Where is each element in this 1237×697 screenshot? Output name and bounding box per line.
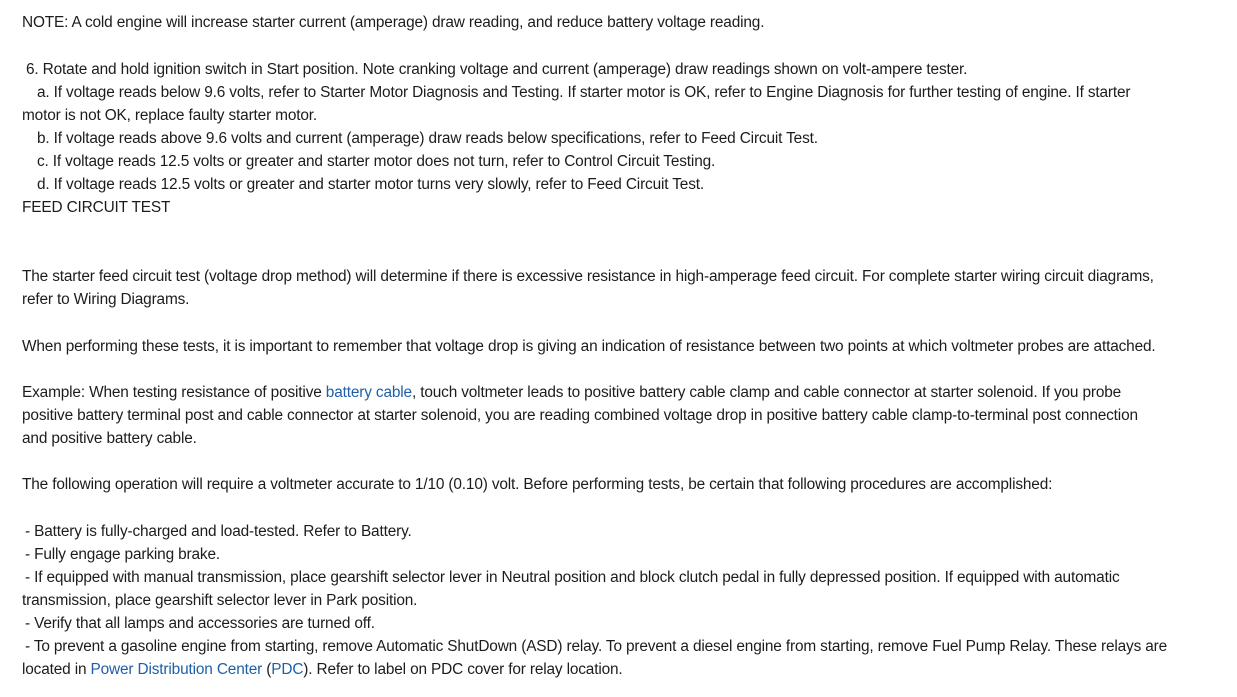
step-6a-text: a. If voltage reads below 9.6 volts, refer to Starter Motor Diagnosis and Testing. If starter motor is OK, refer to Engine Diagnosis for further testing of engine. If starter [37,84,1131,101]
relay-text-start: located in [22,661,91,678]
relay-text-paren: ( [262,661,272,678]
example-text-end: , touch voltmeter leads to positive battery cable clamp and cable connector at starter solenoid. If you probe [411,384,1122,401]
section-heading: FEED CIRCUIT TEST [22,199,171,216]
step-6c-text: c. If voltage reads 12.5 volts or greater and starter motor does not turn, refer to Control Circuit Testing. [37,153,716,170]
battery-cable-link[interactable]: battery cable [325,384,412,401]
example-paragraph-line-3: and positive battery cable. [22,430,197,447]
example-text-start: Example: When testing resistance of positive [22,384,326,401]
pdc-link[interactable]: PDC [271,661,304,678]
step-6b-text: b. If voltage reads above 9.6 volts and current (amperage) draw reads below specifications, refer to Feed Circuit Test. [37,130,818,147]
relay-text-end: ). Refer to label on PDC cover for relay location. [303,661,623,678]
bullet-lamps: - Verify that all lamps and accessories are turned off. [25,615,375,632]
bullet-parking-brake: - Fully engage parking brake. [25,546,220,563]
bullet-transmission: - If equipped with manual transmission, place gearshift selector lever in Neutral position and block clutch pedal in fully depressed position. If equipped with automatic [25,569,1120,586]
step-6-text: 6. Rotate and hold ignition switch in Start position. Note cranking voltage and current (amperage) draw readings shown on volt-ampere tester. [26,61,968,78]
example-paragraph [22,383,1121,403]
following-paragraph: The following operation will require a voltmeter accurate to 1/10 (0.10) volt. Before performing tests, be certain that following procedures are accomplished: [22,476,1053,493]
bullet-relay: - To prevent a gasoline engine from starting, remove Automatic ShutDown (ASD) relay. To prevent a diesel engine from starting, remove Fuel Pump Relay. These relays are [25,638,1168,655]
intro-paragraph-continued: refer to Wiring Diagrams. [22,291,190,308]
bullet-transmission-continued: transmission, place gearshift selector lever in Park position. [22,592,418,609]
example-paragraph-line-2: positive battery terminal post and cable connector at starter solenoid, you are reading combined voltage drop in positive battery cable clamp-to-terminal post connection [22,407,1138,424]
bullet-battery: - Battery is fully-charged and load-tested. Refer to Battery. [25,523,412,540]
power-distribution-center-link[interactable]: Power Distribution Center [90,661,263,678]
note-text: NOTE: A cold engine will increase starter current (amperage) draw reading, and reduce battery voltage reading. [22,14,765,31]
performing-paragraph: When performing these tests, it is important to remember that voltage drop is giving an indication of resistance between two points at which voltmeter probes are attached. [22,338,1156,355]
step-6d-text: d. If voltage reads 12.5 volts or greater and starter motor turns very slowly, refer to Feed Circuit Test. [37,176,704,193]
bullet-relay-continued [22,660,623,680]
step-6a-text-continued: motor is not OK, replace faulty starter motor. [22,107,318,124]
intro-paragraph: The starter feed circuit test (voltage drop method) will determine if there is excessive resistance in high-amperage feed circuit. For complete starter wiring circuit diagrams, [22,268,1154,285]
